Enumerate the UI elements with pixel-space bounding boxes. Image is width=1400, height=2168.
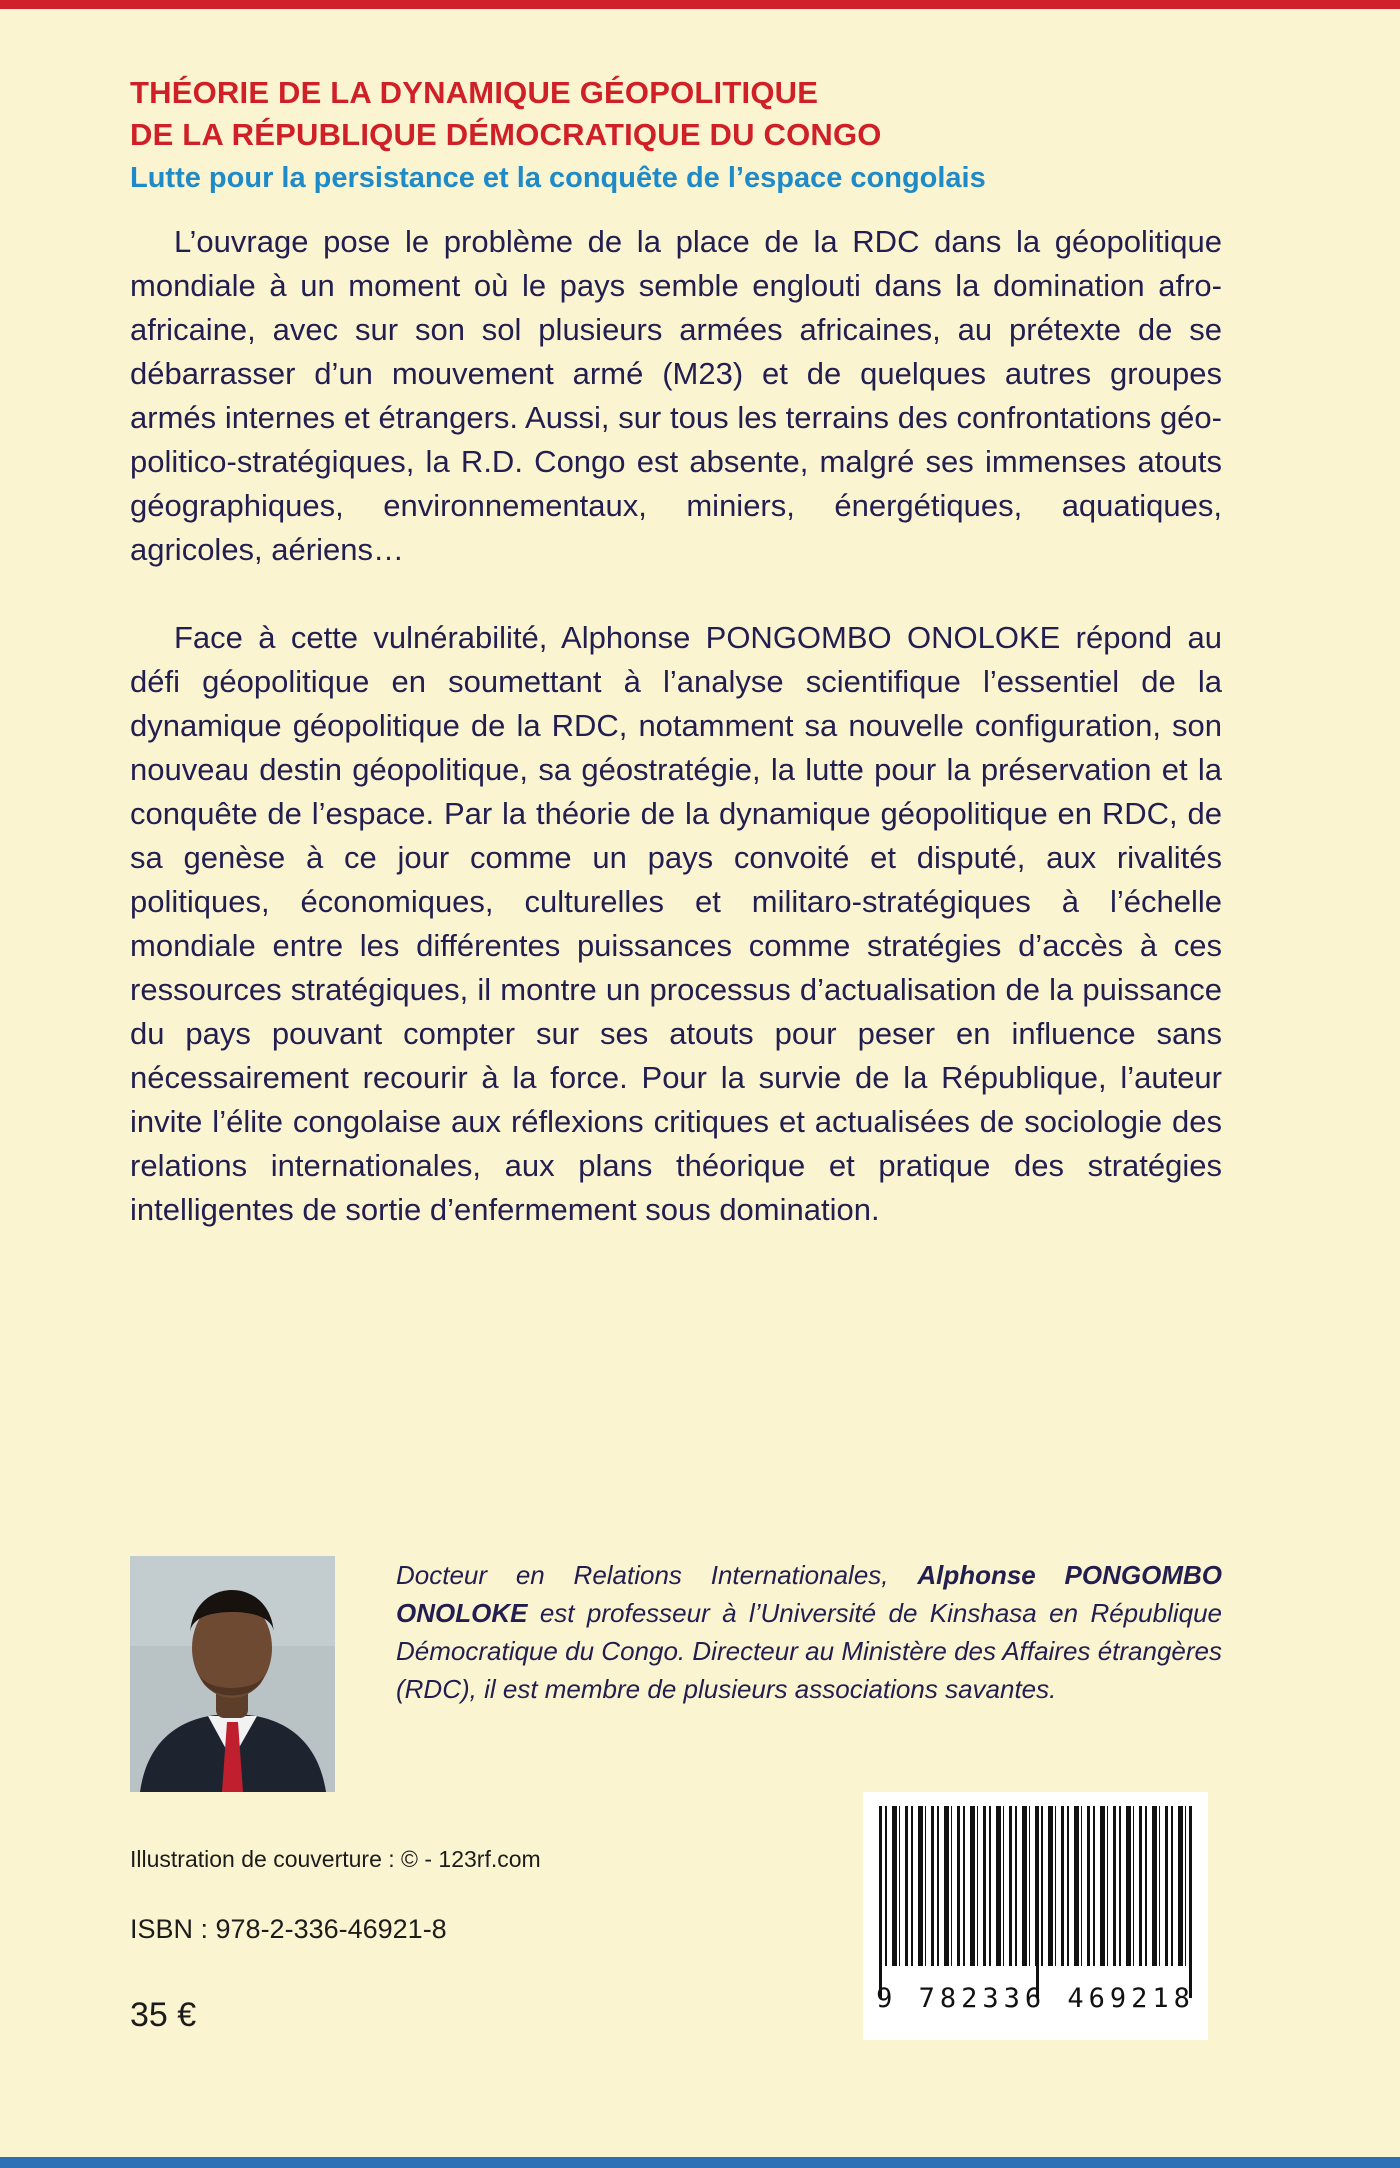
author-portrait-image bbox=[130, 1556, 335, 1792]
author-photo bbox=[130, 1556, 335, 1792]
illustration-credit: Illustration de couverture : © - 123rf.com bbox=[130, 1846, 541, 1872]
book-title-line2: DE LA RÉPUBLIQUE DÉMOCRATIQUE DU CONGO bbox=[130, 117, 882, 152]
barcode bbox=[863, 1792, 1208, 2040]
barcode-guard-center bbox=[1036, 1806, 1039, 1998]
author-bio bbox=[396, 1556, 1222, 1708]
barcode-guard-left bbox=[879, 1806, 882, 1998]
synopsis-paragraph-1: L’ouvrage pose le problème de la place de la RDC dans la géopolitique mondiale à un moment où le pays semble englouti dans la domination afro-africaine, avec sur son sol plusieurs armées africaines, au prétexte de se débarrasser d’un mouvement armé (M23) et de quelques autres groupes armés internes et étrangers. Aussi, sur tous les terrains des confrontations géo-politico-stratégiques, la R.D. Congo est absente, malgré ses immenses atouts géographiques, environnementaux, miniers, énergétiques, aquatiques, agricoles, aériens… bbox=[130, 224, 1222, 567]
author-bio-suffix: est professeur à l’Université de Kinshasa en République Démocratique du Congo. Directeur au Ministère des Affaires étrangères (RDC), il est membre de plusieurs associations savantes. bbox=[396, 1598, 1222, 1704]
top-edge-stripe bbox=[0, 0, 1400, 9]
bottom-edge-stripe bbox=[0, 2157, 1400, 2168]
book-subtitle: Lutte pour la persistance et la conquête de l’espace congolais bbox=[130, 162, 986, 194]
barcode-guard-right bbox=[1189, 1806, 1192, 1998]
isbn-text: ISBN : 978-2-336-46921-8 bbox=[130, 1914, 447, 1944]
header-block bbox=[130, 72, 1230, 198]
author-bio-prefix: Docteur en Relations Internationales, bbox=[396, 1560, 918, 1590]
barcode-number: 9 782336 469218 bbox=[876, 1983, 1195, 2014]
author-name: Alphonse PONGOMBO ONOLOKE bbox=[396, 1560, 1222, 1628]
author-section bbox=[130, 1556, 1222, 1708]
synopsis-paragraph-2: Face à cette vulnérabilité, Alphonse PONGOMBO ONOLOKE répond au défi géopolitique en soumettant à l’analyse scientifique l’essentiel de la dynamique géopolitique de la RDC, notamment sa nouvelle configuration, son nouveau destin géopolitique, sa géostratégie, la lutte pour la préservation et la conquête de l’espace. Par la théorie de la dynamique géopolitique en RDC, de sa genèse à ce jour comme un pays convoité et disputé, aux rivalités politiques, économiques, culturelles et militaro-stratégiques à l’échelle mondiale entre les différentes puissances comme stratégies d’accès à ces ressources stratégiques, il montre un processus d’actualisation de la puissance du pays pouvant compter sur ses atouts pour peser en influence sans nécessairement recourir à la force. Pour la survie de la République, l’auteur invite l’élite congolaise aux réflexions critiques et actualisées de sociologie des relations internationales, aux plans théorique et pratique des stratégies intelligentes de sortie d’enfermement sous domination. bbox=[130, 620, 1222, 1227]
price-text: 35 € bbox=[130, 1996, 197, 2034]
book-title-line1: THÉORIE DE LA DYNAMIQUE GÉOPOLITIQUE bbox=[130, 75, 819, 110]
synopsis-block bbox=[130, 220, 1222, 1276]
